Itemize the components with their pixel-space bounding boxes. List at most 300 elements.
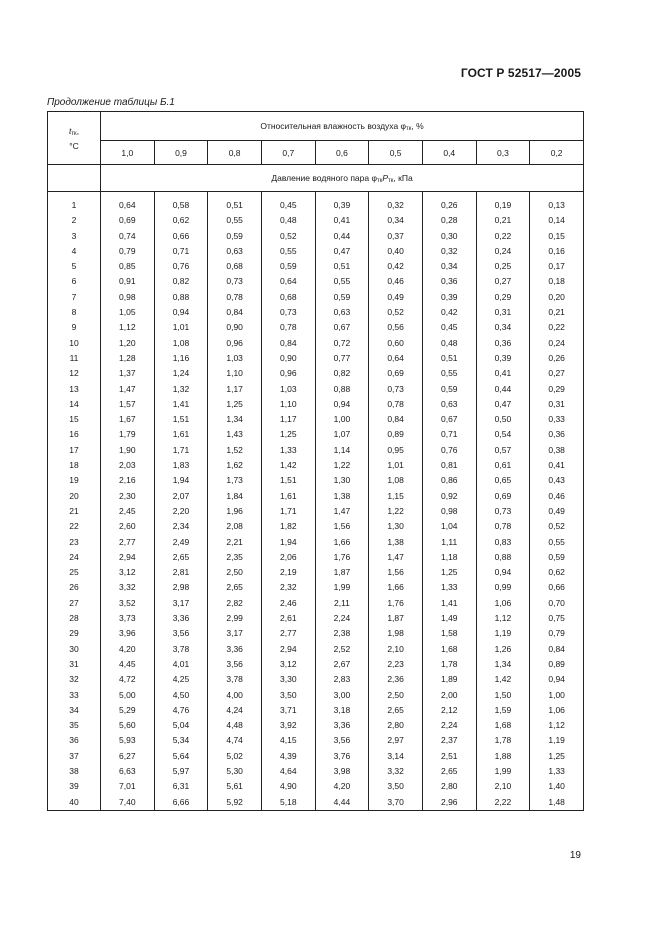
pressure-cell: 0,21	[476, 213, 530, 228]
temperature-cell: 13	[48, 382, 101, 397]
pressure-cell: 1,87	[315, 565, 369, 580]
pressure-cell: 0,84	[208, 305, 262, 320]
pressure-cell: 3,56	[154, 626, 208, 641]
pressure-cell: 2,35	[208, 550, 262, 565]
humidity-pressure-table	[47, 111, 584, 811]
pressure-cell: 4,20	[101, 642, 155, 657]
pressure-cell: 0,94	[154, 305, 208, 320]
pressure-cell: 1,94	[261, 535, 315, 550]
pressure-cell: 0,22	[530, 320, 584, 335]
table-row	[48, 795, 584, 811]
pressure-cell: 0,82	[154, 274, 208, 289]
pressure-cell: 1,08	[154, 336, 208, 351]
pressure-cell: 3,32	[369, 764, 423, 779]
pressure-cell: 0,28	[422, 213, 476, 228]
temperature-cell: 16	[48, 427, 101, 442]
pressure-cell: 0,79	[530, 626, 584, 641]
pressure-cell: 0,82	[315, 366, 369, 381]
pressure-cell: 2,50	[208, 565, 262, 580]
pressure-cell: 1,47	[101, 382, 155, 397]
pressure-cell: 0,48	[261, 213, 315, 228]
pressure-cell: 1,56	[369, 565, 423, 580]
pressure-cell: 0,14	[530, 213, 584, 228]
temperature-sub: тк	[71, 130, 77, 137]
pressure-cell: 3,56	[208, 657, 262, 672]
pressure-cell: 2,52	[315, 642, 369, 657]
temperature-cell: 29	[48, 626, 101, 641]
pressure-cell: 1,16	[154, 351, 208, 366]
pressure-cell: 1,51	[154, 412, 208, 427]
pressure-cell: 1,26	[476, 642, 530, 657]
pressure-cell: 2,65	[369, 703, 423, 718]
pressure-cell: 0,29	[530, 382, 584, 397]
pressure-cell: 0,19	[476, 198, 530, 213]
table-row	[48, 642, 584, 657]
pressure-cell: 1,12	[101, 320, 155, 335]
pressure-cell: 0,59	[530, 550, 584, 565]
pressure-cell: 0,22	[476, 229, 530, 244]
pressure-cell: 0,84	[530, 642, 584, 657]
pressure-cell: 0,72	[315, 336, 369, 351]
table-row	[48, 489, 584, 504]
pressure-cell: 0,32	[369, 198, 423, 213]
pressure-cell: 0,88	[476, 550, 530, 565]
humidity-sub: тк	[406, 125, 412, 132]
pressure-cell: 1,07	[315, 427, 369, 442]
pressure-cell: 0,59	[261, 259, 315, 274]
pressure-cell: 0,83	[476, 535, 530, 550]
pressure-cell: 2,81	[154, 565, 208, 580]
table-row	[48, 259, 584, 274]
pressure-cell: 2,30	[101, 489, 155, 504]
pressure-cell: 2,46	[261, 596, 315, 611]
pressure-cell: 0,51	[208, 198, 262, 213]
pressure-cell: 0,67	[315, 320, 369, 335]
table-row	[48, 473, 584, 488]
pressure-cell: 0,64	[101, 198, 155, 213]
table-row	[48, 626, 584, 641]
pressure-cell: 2,12	[422, 703, 476, 718]
pressure-cell: 3,36	[208, 642, 262, 657]
pressure-cell: 3,98	[315, 764, 369, 779]
pressure-cell: 0,56	[369, 320, 423, 335]
pressure-cell: 2,99	[208, 611, 262, 626]
pressure-cell: 1,01	[154, 320, 208, 335]
humidity-column-header: 0,6	[315, 141, 369, 165]
table-row	[48, 244, 584, 259]
pressure-cell: 0,78	[261, 320, 315, 335]
pressure-cell: 2,10	[369, 642, 423, 657]
temperature-cell: 1	[48, 198, 101, 213]
temperature-cell: 33	[48, 688, 101, 703]
pressure-cell: 2,06	[261, 550, 315, 565]
pressure-cell: 0,90	[208, 320, 262, 335]
pressure-cell: 1,40	[530, 779, 584, 794]
pressure-cell: 2,65	[422, 764, 476, 779]
pressure-cell: 5,92	[208, 795, 262, 811]
temperature-cell: 25	[48, 565, 101, 580]
pressure-cell: 0,49	[369, 290, 423, 305]
pressure-cell: 0,42	[369, 259, 423, 274]
pressure-cell: 0,32	[422, 244, 476, 259]
pressure-cell: 1,05	[101, 305, 155, 320]
pressure-cell: 0,52	[261, 229, 315, 244]
pressure-cell: 1,10	[208, 366, 262, 381]
pressure-cell: 4,48	[208, 718, 262, 733]
pressure-cell: 3,12	[261, 657, 315, 672]
table-row	[48, 213, 584, 228]
document-code: ГОСТ Р 52517—2005	[460, 66, 581, 80]
temperature-cell: 27	[48, 596, 101, 611]
pressure-cell: 6,31	[154, 779, 208, 794]
temperature-cell: 26	[48, 580, 101, 595]
pressure-cell: 1,33	[530, 764, 584, 779]
table-body	[48, 192, 584, 811]
pressure-cell: 1,66	[369, 580, 423, 595]
pressure-cell: 1,06	[476, 596, 530, 611]
pressure-cell: 4,74	[208, 733, 262, 748]
temperature-header: $t_{тк}$, °C	[48, 112, 101, 165]
pressure-cell: 1,22	[369, 504, 423, 519]
pressure-cell: 0,29	[476, 290, 530, 305]
pressure-cell: 0,24	[530, 336, 584, 351]
temperature-cell: 40	[48, 795, 101, 811]
pressure-cell: 0,33	[530, 412, 584, 427]
pressure-cell: 0,71	[422, 427, 476, 442]
temperature-cell: 15	[48, 412, 101, 427]
pressure-cell: 1,61	[261, 489, 315, 504]
table-row	[48, 688, 584, 703]
pressure-cell: 1,01	[369, 458, 423, 473]
pressure-cell: 0,63	[315, 305, 369, 320]
pressure-cell: 2,34	[154, 519, 208, 534]
pressure-cell: 5,93	[101, 733, 155, 748]
pressure-cell: 1,38	[315, 489, 369, 504]
pressure-cell: 2,96	[422, 795, 476, 811]
pressure-cell: 2,03	[101, 458, 155, 473]
pressure-cell: 1,67	[101, 412, 155, 427]
pressure-cell: 2,67	[315, 657, 369, 672]
pressure-cell: 2,07	[154, 489, 208, 504]
pressure-cell: 2,82	[208, 596, 262, 611]
pressure-cell: 0,65	[476, 473, 530, 488]
pressure-cell: 1,00	[315, 412, 369, 427]
pressure-cell: 4,64	[261, 764, 315, 779]
pressure-cell: 0,55	[261, 244, 315, 259]
pressure-cell: 4,76	[154, 703, 208, 718]
pressure-cell: 0,92	[422, 489, 476, 504]
temperature-cell: 38	[48, 764, 101, 779]
pressure-cell: 0,64	[261, 274, 315, 289]
pressure-cell: 3,70	[369, 795, 423, 811]
pressure-cell: 0,47	[315, 244, 369, 259]
table-row	[48, 596, 584, 611]
pressure-cell: 0,69	[369, 366, 423, 381]
pressure-cell: 0,94	[315, 397, 369, 412]
pressure-cell: 0,42	[422, 305, 476, 320]
pressure-cell: 1,03	[208, 351, 262, 366]
pressure-cell: 4,72	[101, 672, 155, 687]
pressure-cell: 4,01	[154, 657, 208, 672]
pressure-cell: 0,99	[476, 580, 530, 595]
table-row	[48, 703, 584, 718]
pressure-cell: 2,97	[369, 733, 423, 748]
pressure-cell: 0,76	[154, 259, 208, 274]
table-row	[48, 733, 584, 748]
humidity-column-header: 0,9	[154, 141, 208, 165]
pressure-cell: 1,12	[476, 611, 530, 626]
pressure-cell: 0,55	[422, 366, 476, 381]
pressure-cell: 1,25	[208, 397, 262, 412]
pressure-cell: 1,82	[261, 519, 315, 534]
pressure-cell: 1,52	[208, 443, 262, 458]
table-row	[48, 611, 584, 626]
pressure-cell: 1,83	[154, 458, 208, 473]
temperature-header-cont	[48, 165, 101, 192]
temperature-cell: 8	[48, 305, 101, 320]
pressure-cell: 0,43	[530, 473, 584, 488]
pressure-cell: 5,18	[261, 795, 315, 811]
pressure-cell: 2,94	[261, 642, 315, 657]
pressure-cell: 1,17	[261, 412, 315, 427]
pressure-cell: 1,22	[315, 458, 369, 473]
pressure-cell: 0,45	[261, 198, 315, 213]
pressure-cell: 0,59	[208, 229, 262, 244]
pressure-cell: 1,28	[101, 351, 155, 366]
temperature-cell: 18	[48, 458, 101, 473]
pressure-cell: 3,92	[261, 718, 315, 733]
pressure-cell: 1,37	[101, 366, 155, 381]
pressure-cell: 0,13	[530, 198, 584, 213]
pressure-cell: 0,96	[261, 366, 315, 381]
pressure-cell: 0,79	[101, 244, 155, 259]
pressure-cell: 3,14	[369, 749, 423, 764]
pressure-cell: 4,24	[208, 703, 262, 718]
humidity-unit: , %	[411, 120, 424, 131]
pressure-cell: 2,20	[154, 504, 208, 519]
pressure-cell: 5,64	[154, 749, 208, 764]
temperature-cell: 34	[48, 703, 101, 718]
pressure-cell: 0,31	[476, 305, 530, 320]
pressure-cell: 1,42	[476, 672, 530, 687]
temperature-cell: 21	[48, 504, 101, 519]
pressure-cell: 0,26	[530, 351, 584, 366]
table-row	[48, 274, 584, 289]
pressure-cell: 0,41	[530, 458, 584, 473]
pressure-cell: 0,69	[101, 213, 155, 228]
temperature-cell: 17	[48, 443, 101, 458]
pressure-cell: 1,00	[530, 688, 584, 703]
pressure-cell: 1,03	[261, 382, 315, 397]
pressure-cell: 5,04	[154, 718, 208, 733]
pressure-cell: 2,16	[101, 473, 155, 488]
pressure-cell: 2,80	[369, 718, 423, 733]
pressure-cell: 2,80	[422, 779, 476, 794]
pressure-cell: 1,57	[101, 397, 155, 412]
pressure-cell: 2,32	[261, 580, 315, 595]
pressure-cell: 0,39	[476, 351, 530, 366]
pressure-cell: 3,36	[315, 718, 369, 733]
pressure-cell: 5,60	[101, 718, 155, 733]
temperature-cell: 7	[48, 290, 101, 305]
temperature-cell: 23	[48, 535, 101, 550]
pressure-cell: 0,98	[422, 504, 476, 519]
pressure-cell: 2,51	[422, 749, 476, 764]
pressure-cell: 1,14	[315, 443, 369, 458]
table-row	[48, 290, 584, 305]
pressure-cell: 3,17	[208, 626, 262, 641]
temperature-cell: 3	[48, 229, 101, 244]
pressure-cell: 1,19	[476, 626, 530, 641]
temperature-cell: 36	[48, 733, 101, 748]
pressure-cell: 1,43	[208, 427, 262, 442]
pressure-cell: 0,59	[315, 290, 369, 305]
pressure-cell: 2,50	[369, 688, 423, 703]
pressure-cell: 2,11	[315, 596, 369, 611]
pressure-cell: 3,71	[261, 703, 315, 718]
pressure-cell: 0,91	[101, 274, 155, 289]
pressure-cell: 1,33	[261, 443, 315, 458]
pressure-cell: 1,18	[422, 550, 476, 565]
table-row	[48, 749, 584, 764]
pressure-cell: 0,39	[315, 198, 369, 213]
pressure-cell: 0,96	[208, 336, 262, 351]
pressure-cell: 1,88	[476, 749, 530, 764]
pressure-cell: 2,19	[261, 565, 315, 580]
table-row	[48, 580, 584, 595]
pressure-cell: 1,11	[422, 535, 476, 550]
pressure-cell: 1,30	[369, 519, 423, 534]
pressure-cell: 0,54	[476, 427, 530, 442]
pressure-cell: 0,63	[422, 397, 476, 412]
pressure-cell: 1,99	[476, 764, 530, 779]
temperature-unit: °C	[69, 140, 79, 151]
pressure-unit: , кПа	[393, 172, 413, 183]
pressure-cell: 0,73	[208, 274, 262, 289]
table-row	[48, 565, 584, 580]
pressure-cell: 0,36	[476, 336, 530, 351]
humidity-label: Относительная влажность воздуха φ	[260, 120, 407, 131]
pressure-cell: 2,49	[154, 535, 208, 550]
pressure-cell: 1,84	[208, 489, 262, 504]
temperature-cell: 37	[48, 749, 101, 764]
pressure-cell: 2,23	[369, 657, 423, 672]
temperature-cell: 14	[48, 397, 101, 412]
pressure-cell: 3,12	[101, 565, 155, 580]
pressure-var: P	[382, 172, 389, 183]
pressure-cell: 0,66	[530, 580, 584, 595]
pressure-cell: 1,34	[476, 657, 530, 672]
temperature-cell: 22	[48, 519, 101, 534]
pressure-cell: 0,76	[422, 443, 476, 458]
table-row	[48, 718, 584, 733]
pressure-cell: 0,48	[422, 336, 476, 351]
pressure-cell: 1,32	[154, 382, 208, 397]
humidity-header	[101, 112, 584, 141]
pressure-cell: 1,25	[261, 427, 315, 442]
pressure-cell: 0,73	[476, 504, 530, 519]
pressure-cell: 1,34	[208, 412, 262, 427]
pressure-cell: 0,51	[315, 259, 369, 274]
pressure-cell: 0,15	[530, 229, 584, 244]
pressure-cell: 4,50	[154, 688, 208, 703]
pressure-cell: 3,18	[315, 703, 369, 718]
pressure-cell: 1,89	[422, 672, 476, 687]
pressure-cell: 1,25	[530, 749, 584, 764]
pressure-cell: 0,24	[476, 244, 530, 259]
table-row	[48, 657, 584, 672]
pressure-cell: 3,96	[101, 626, 155, 641]
table-row	[48, 382, 584, 397]
pressure-cell: 3,78	[154, 642, 208, 657]
pressure-cell: 1,76	[315, 550, 369, 565]
pressure-cell: 0,55	[208, 213, 262, 228]
pressure-cell: 5,02	[208, 749, 262, 764]
pressure-cell: 2,45	[101, 504, 155, 519]
pressure-cell: 0,26	[422, 198, 476, 213]
temperature-cell: 31	[48, 657, 101, 672]
pressure-cell: 0,34	[422, 259, 476, 274]
pressure-cell: 0,25	[476, 259, 530, 274]
pressure-cell: 5,00	[101, 688, 155, 703]
pressure-cell: 2,24	[422, 718, 476, 733]
pressure-cell: 1,24	[154, 366, 208, 381]
pressure-cell: 2,83	[315, 672, 369, 687]
pressure-cell: 3,36	[154, 611, 208, 626]
pressure-cell: 0,34	[369, 213, 423, 228]
pressure-cell: 1,41	[154, 397, 208, 412]
pressure-cell: 2,21	[208, 535, 262, 550]
pressure-cell: 1,12	[530, 718, 584, 733]
pressure-cell: 1,66	[315, 535, 369, 550]
pressure-cell: 1,78	[422, 657, 476, 672]
pressure-cell: 0,78	[208, 290, 262, 305]
pressure-cell: 4,44	[315, 795, 369, 811]
temperature-cell: 30	[48, 642, 101, 657]
temperature-cell: 20	[48, 489, 101, 504]
pressure-cell: 1,47	[369, 550, 423, 565]
pressure-cell: 0,70	[530, 596, 584, 611]
pressure-cell: 2,22	[476, 795, 530, 811]
pressure-cell: 1,90	[101, 443, 155, 458]
pressure-sub2: тк	[388, 177, 394, 184]
humidity-column-header: 0,7	[261, 141, 315, 165]
pressure-cell: 0,89	[369, 427, 423, 442]
pressure-cell: 6,63	[101, 764, 155, 779]
pressure-cell: 3,78	[208, 672, 262, 687]
pressure-cell: 3,30	[261, 672, 315, 687]
pressure-cell: 1,33	[422, 580, 476, 595]
table-row	[48, 427, 584, 442]
pressure-cell: 6,66	[154, 795, 208, 811]
pressure-cell: 2,77	[101, 535, 155, 550]
pressure-cell: 0,45	[422, 320, 476, 335]
pressure-cell: 2,08	[208, 519, 262, 534]
table-row	[48, 320, 584, 335]
pressure-cell: 0,95	[369, 443, 423, 458]
pressure-cell: 2,65	[154, 550, 208, 565]
temperature-cell: 5	[48, 259, 101, 274]
pressure-cell: 0,60	[369, 336, 423, 351]
pressure-cell: 0,71	[154, 244, 208, 259]
pressure-cell: 0,46	[369, 274, 423, 289]
pressure-cell: 0,66	[154, 229, 208, 244]
table-row	[48, 672, 584, 687]
pressure-cell: 1,04	[422, 519, 476, 534]
pressure-cell: 1,96	[208, 504, 262, 519]
pressure-cell: 1,08	[369, 473, 423, 488]
pressure-cell: 1,71	[154, 443, 208, 458]
